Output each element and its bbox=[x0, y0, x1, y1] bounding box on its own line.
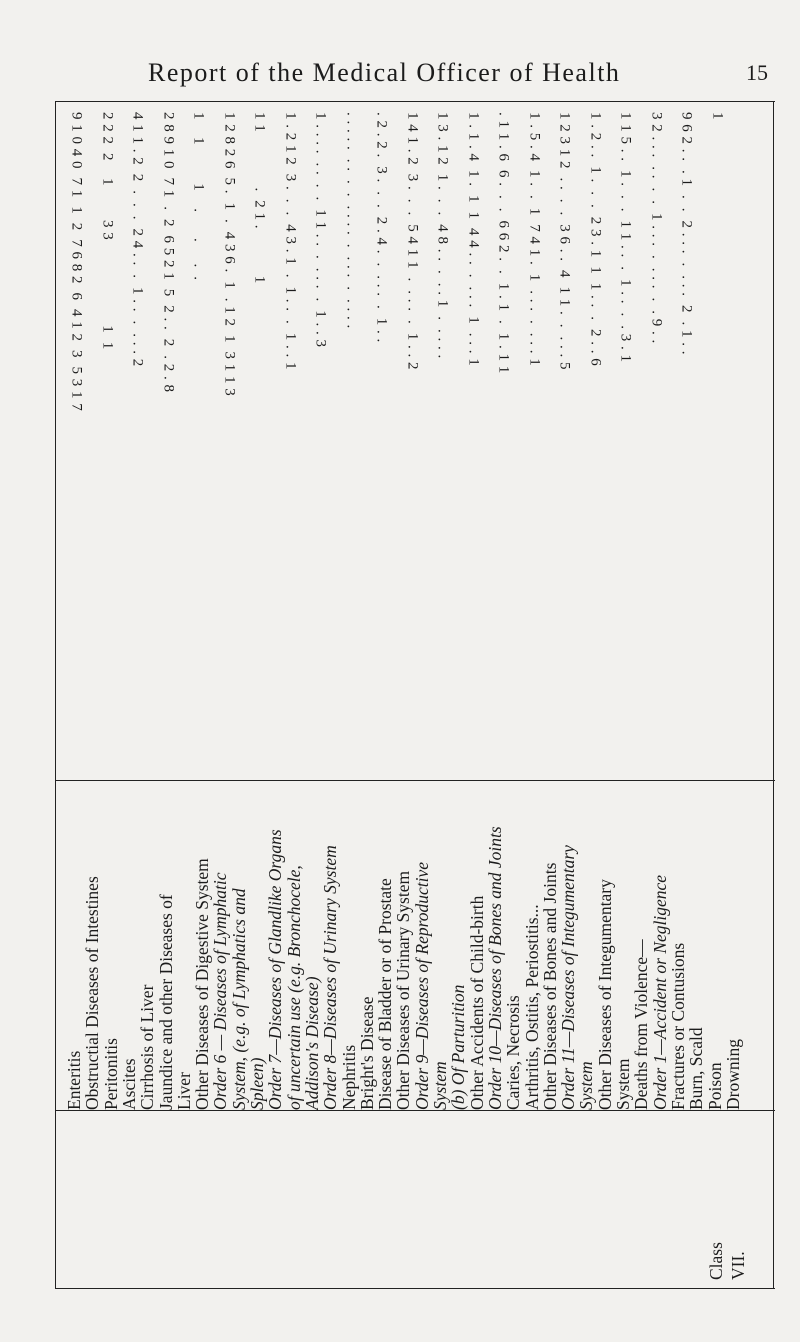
cause-label: Jaundice and other Diseases of bbox=[155, 894, 176, 1110]
cause-label: Arthritis, Ostitis, Periostitis... bbox=[521, 904, 542, 1110]
number-column bbox=[673, 112, 699, 780]
column-values: 1 . 2 1 2 3 . . . 4 3 . 1 . 1 . . . 1 . . 1 bbox=[282, 112, 298, 370]
page-number: 15 bbox=[746, 60, 768, 85]
number-column bbox=[582, 112, 608, 780]
number-column bbox=[521, 112, 547, 780]
cause-label: Cirrhosis of Liver bbox=[137, 984, 158, 1110]
cause-label: Other Diseases of Digestive System bbox=[192, 858, 213, 1110]
number-column bbox=[551, 112, 577, 780]
cause-label: Order 6 — Diseases of Lymphatic bbox=[210, 872, 231, 1110]
column-values: 1 3 . 1 2 1 . . . 4 8 . . . . . 1 . . . . . bbox=[434, 112, 451, 359]
column-values: 1 . 5 . 4 1 . . 1 7 4 1 . 1 . . . . . . . 1 bbox=[526, 112, 542, 367]
cause-label: Burn, Scald bbox=[686, 1027, 707, 1110]
cause-label: Bright's Disease bbox=[356, 996, 377, 1110]
number-column bbox=[338, 112, 364, 780]
cause-label: Order 10—Diseases of Bones and Joints bbox=[484, 826, 505, 1110]
column-values: 2 2 2 2 1 3 3 1 1 bbox=[99, 112, 115, 350]
cause-label: Caries, Necrosis bbox=[503, 995, 524, 1110]
cause-label: Other Diseases of Integumentary bbox=[594, 879, 615, 1110]
cause-label: Addison's Disease) bbox=[301, 976, 322, 1110]
column-values: 3 2 . . . . . . . 1 . . . . . . . . . 9 . . bbox=[648, 112, 664, 344]
cause-label: Peritonitis bbox=[100, 1038, 121, 1110]
class-label: Class bbox=[706, 1242, 726, 1280]
column-values: 1 . 1 . 4 1 . 1 1 4 4 . . . . . . 1 . . . 1 bbox=[465, 112, 481, 367]
cause-label: Order 8—Diseases of Urinary System bbox=[320, 845, 341, 1110]
column-values: 9 6 2 . . . 1 . . 2 . . . . . . . 2 . 1 . . bbox=[678, 112, 695, 355]
cause-label: Order 7—Diseases of Glandlike Organs bbox=[265, 829, 286, 1110]
number-column bbox=[277, 112, 303, 780]
number-column bbox=[216, 112, 242, 780]
number-column bbox=[94, 112, 120, 780]
cause-label: System bbox=[430, 1061, 450, 1110]
number-column bbox=[368, 112, 394, 780]
cause-label: Poison bbox=[704, 1062, 725, 1110]
cause-label: Order 1—Accident or Negligence bbox=[649, 874, 670, 1110]
number-column bbox=[460, 112, 486, 780]
cause-label: Liver bbox=[173, 1072, 194, 1110]
page-title: Report of the Medical Officer of Health bbox=[148, 58, 621, 87]
cause-label: Obstructial Diseases of Intestines bbox=[82, 876, 103, 1110]
column-values: 1 bbox=[709, 112, 725, 120]
column-values: 9 1 0 4 0 7 1 1 2 7 6 8 2 6 4 1 2 3 5 3 1 7 bbox=[68, 112, 85, 412]
number-column bbox=[155, 112, 181, 780]
cause-label: Other Diseases of Bones and Joints bbox=[539, 862, 560, 1110]
cause-labels bbox=[55, 792, 743, 1112]
number-column bbox=[307, 112, 333, 780]
class-label-area bbox=[55, 1110, 775, 1288]
cause-label: Enteritis bbox=[64, 1050, 84, 1110]
cause-label: Other Diseases of Urinary System bbox=[393, 870, 414, 1110]
cause-label: Order 11—Diseases of Integumentary bbox=[558, 845, 579, 1110]
cause-label: System bbox=[576, 1061, 597, 1110]
cause-label: (b) Of Parturition bbox=[448, 984, 469, 1110]
number-column bbox=[429, 112, 455, 780]
number-column bbox=[185, 112, 211, 780]
mortality-table bbox=[55, 101, 775, 1289]
cause-label: Other Accidents of Child-birth bbox=[466, 895, 487, 1110]
cause-label: Drowning bbox=[722, 1039, 743, 1110]
column-values: 2 8 9 1 0 7 1 . 2 6 5 2 1 5 2 . . 2 . 2 . 8 bbox=[160, 112, 176, 393]
column-values: 1 4 1 . 2 3 . . . 5 4 1 1 . . . . . 1 . . 2 bbox=[404, 112, 420, 370]
page-header bbox=[0, 0, 800, 90]
number-column bbox=[612, 112, 638, 780]
number-column bbox=[643, 112, 669, 780]
number-column bbox=[490, 112, 516, 780]
column-values: 4 1 1 . 2 2 . . . 2 4 . . . 1 . . . . . . 2 bbox=[129, 112, 146, 367]
column-values: 1 1 . 2 1 . 1 bbox=[251, 112, 268, 284]
number-column bbox=[399, 112, 425, 780]
column-values: . 2 . 2 . 3 . . . 2 . 4 . . . . . . 1 . . bbox=[373, 112, 390, 343]
column-values: 1 1 5 . . 1 . . . 1 1 . . . 1 . . . . 3 . 1 bbox=[617, 112, 634, 363]
cause-label: Deaths from Violence— bbox=[631, 939, 652, 1110]
cause-label: Disease of Bladder or of Prostate bbox=[375, 878, 396, 1110]
number-column bbox=[124, 112, 150, 780]
cause-label: System, (e.g. of Lymphatics and bbox=[228, 888, 249, 1110]
cause-label: Ascites bbox=[118, 1058, 139, 1110]
cause-label: Fractures or Contusions bbox=[667, 942, 688, 1110]
column-values: 1 2 8 2 6 5 . 1 . 4 3 6 . 1 . 1 2 1 3 1 1 3 bbox=[221, 112, 237, 397]
column-values: 1 . 2 . . 1 . . . 2 3 . 1 1 1 . . . 2 . . 6 bbox=[587, 112, 603, 367]
column-values: 1 1 1 . . . . bbox=[190, 112, 207, 281]
number-column bbox=[246, 112, 272, 780]
cause-label: of uncertain use (e.g. Bronchocele, bbox=[283, 865, 304, 1110]
cause-label: Nephritis bbox=[338, 1044, 359, 1110]
column-values: 1 . . . . . . . . 1 1 . . . . . . . 1 . . 3 bbox=[312, 112, 329, 348]
number-column bbox=[63, 112, 89, 780]
column-values: . 1 1 . 6 6 . . . 6 6 2 . . 1 . 1 . 1 . 1 1 bbox=[495, 112, 512, 374]
cause-label: Order 9—Diseases of Reproductive bbox=[411, 861, 432, 1110]
number-column bbox=[704, 112, 730, 780]
class-number: VII. bbox=[728, 1251, 748, 1280]
cause-label: Spleen) bbox=[247, 1057, 267, 1110]
numbers-divider bbox=[55, 780, 775, 781]
cause-label: System bbox=[613, 1058, 633, 1110]
column-values: . . . . . . . . . . . . . . . . . . . . . . bbox=[343, 112, 359, 329]
column-values: 1 2 3 1 2 . . . . 3 6 . . 4 1 1 . . . . . 5 bbox=[556, 112, 573, 370]
